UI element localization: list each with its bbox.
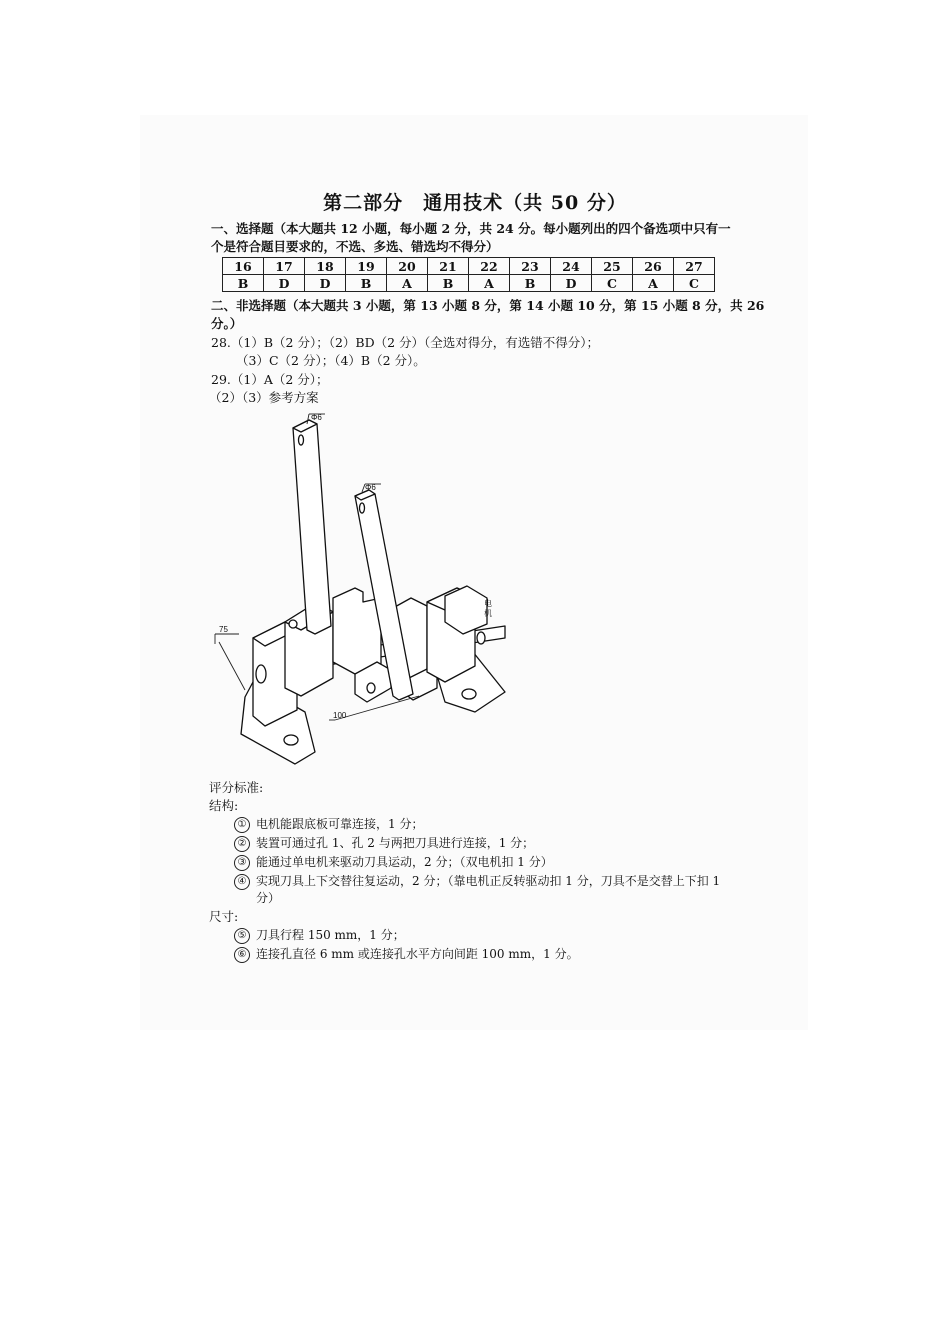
- grading-item: [234, 854, 553, 871]
- table-cell: 16: [223, 258, 264, 275]
- table-cell: 23: [510, 258, 551, 275]
- left-rod-hole: [299, 435, 304, 445]
- middle-block: [333, 588, 381, 674]
- table-cell: B: [428, 275, 469, 292]
- item-number: ③: [234, 855, 250, 871]
- right-rod-hole: [360, 503, 365, 513]
- table-cell: 17: [264, 258, 305, 275]
- table-cell: 27: [674, 258, 715, 275]
- item-number: ①: [234, 817, 250, 833]
- grading-item: [234, 873, 720, 890]
- item-number: ④: [234, 874, 250, 890]
- motor-label-1: 电: [484, 599, 492, 608]
- item-text: 刀具行程 150 mm，1 分；: [256, 928, 405, 942]
- grading-item: [234, 946, 579, 963]
- table-cell: 18: [305, 258, 346, 275]
- table-cell: C: [592, 275, 633, 292]
- mechanism-drawing: [205, 412, 525, 777]
- table-cell: D: [305, 275, 346, 292]
- table-cell: D: [264, 275, 305, 292]
- q28-line1: 28.（1）B（2 分）；（2）BD（2 分）（全选对得分，有选错不得分）；: [211, 335, 600, 350]
- section2-line1: 二、非选择题（本大题共 3 小题，第 13 小题 8 分，第 14 小题 10 分，第 15 小题 8 分，共 26: [211, 298, 765, 313]
- item-text: 能通过单电机来驱动刀具运动，2 分；（双电机扣 1 分）: [256, 855, 553, 869]
- table-cell: 24: [551, 258, 592, 275]
- item-text: 实现刀具上下交替往复运动，2 分；（靠电机正反转驱动扣 1 分，刀具不是交替上下扣 1: [256, 874, 721, 888]
- left-base-hole: [284, 735, 298, 745]
- motor-body: [445, 586, 487, 634]
- motor-label-2: 机: [484, 609, 492, 618]
- table-cell: 19: [346, 258, 387, 275]
- table-cell: B: [223, 275, 264, 292]
- grading-item: [234, 816, 423, 833]
- q29-line2: （2）（3）参考方案: [209, 390, 319, 405]
- structure-heading: 结构:: [209, 798, 239, 813]
- item-text: 连接孔直径 6 mm 或连接孔水平方向间距 100 mm，1 分。: [256, 947, 579, 961]
- page-title: 第二部分 通用技术（共 50 分）: [323, 192, 627, 214]
- dim-75-label: 75: [219, 625, 228, 634]
- size-heading: 尺寸:: [209, 909, 239, 924]
- section1-line1: 一、选择题（本大题共 12 小题，每小题 2 分，共 24 分。每小题列出的四个备选项中只有一: [211, 221, 731, 236]
- table-cell: 22: [469, 258, 510, 275]
- answer-table-number-row: [223, 258, 715, 275]
- table-cell: A: [469, 275, 510, 292]
- phi-label-left: Φ6: [311, 413, 322, 422]
- table-cell: 21: [428, 258, 469, 275]
- table-cell: B: [510, 275, 551, 292]
- item-number: ⑤: [234, 928, 250, 944]
- table-cell: A: [387, 275, 428, 292]
- grading-item: [234, 835, 534, 852]
- item-number: ⑥: [234, 947, 250, 963]
- table-cell: 25: [592, 258, 633, 275]
- section2-line2: 分。）: [211, 316, 243, 331]
- table-cell: A: [633, 275, 674, 292]
- answer-table-answer-row: [223, 275, 715, 292]
- item-number: ②: [234, 836, 250, 852]
- left-rod: [293, 420, 331, 634]
- table-cell: C: [674, 275, 715, 292]
- table-cell: D: [551, 275, 592, 292]
- table-cell: 26: [633, 258, 674, 275]
- right-base-hole: [462, 689, 476, 699]
- item-text: 电机能跟底板可靠连接，1 分；: [256, 817, 424, 831]
- item4-continuation: 分）: [256, 891, 281, 905]
- item-text: 装置可通过孔 1、孔 2 与两把刀具进行连接，1 分；: [256, 836, 535, 850]
- dim-100-label: 100: [333, 711, 347, 720]
- grading-item: [234, 927, 405, 944]
- table-cell: B: [346, 275, 387, 292]
- q29-line1: 29.（1）A（2 分）；: [211, 372, 329, 387]
- q28-line2: （3）C（2 分）；（4）B（2 分）。: [236, 353, 426, 368]
- section1-line2: 个是符合题目要求的，不选、多选、错选均不得分）: [211, 239, 499, 254]
- phi-label-right: Φ6: [365, 483, 376, 492]
- grading-heading: 评分标准:: [209, 780, 264, 795]
- table-cell: 20: [387, 258, 428, 275]
- answer-table: [222, 257, 715, 292]
